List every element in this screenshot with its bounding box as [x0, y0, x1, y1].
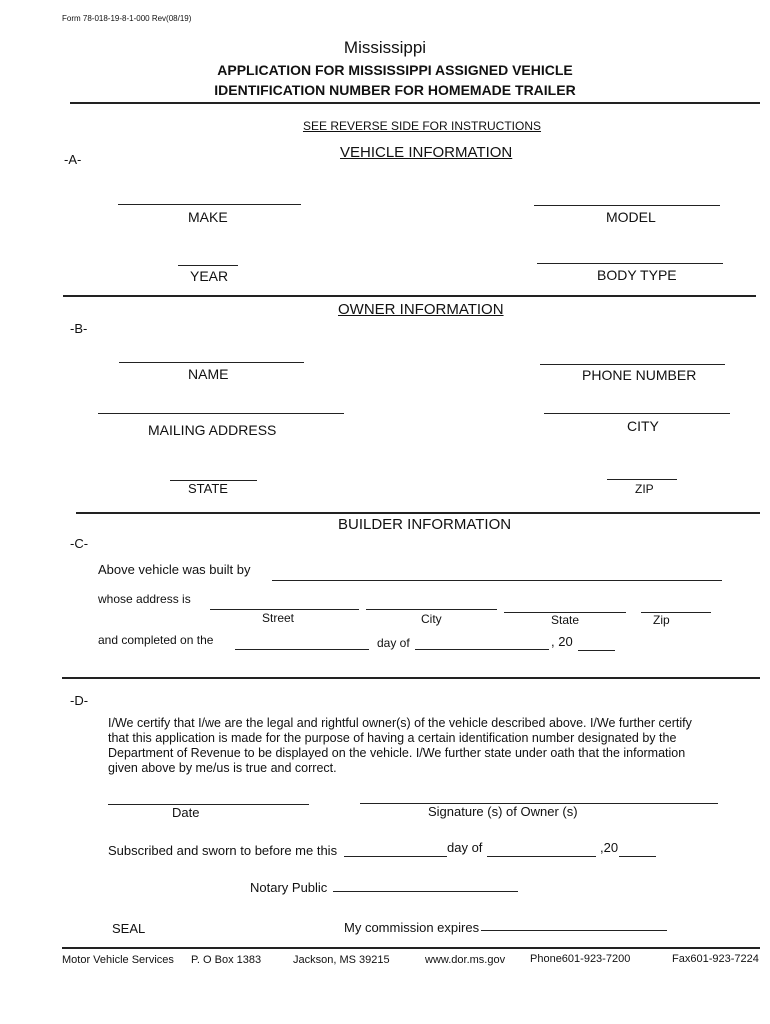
body-type-field[interactable] [537, 263, 723, 264]
section-c-rule [62, 677, 760, 679]
section-b-marker: -B- [70, 321, 88, 336]
sworn-day-field[interactable] [344, 856, 447, 857]
commission-label: My commission expires [344, 920, 480, 935]
footer-rule [62, 947, 760, 949]
date-field[interactable] [108, 804, 309, 805]
notary-label: Notary Public [250, 880, 328, 895]
c-year-prefix: , 20 [551, 634, 573, 649]
phone-field[interactable] [540, 364, 725, 365]
commission-field[interactable] [481, 930, 667, 931]
make-field[interactable] [118, 204, 301, 205]
city-label: CITY [627, 418, 659, 434]
certification-text: I/We certify that I/we are the legal and rightful owner(s) of the vehicle described above. I/We further certify that this application is made for the purpose of having a certain identification number designated by the Department of Revenue to be displayed on the vehicle. I/We further state under oath that the information given above by me/us is true and correct. [108, 716, 692, 775]
zip-label: ZIP [635, 482, 654, 496]
builder-street-field[interactable] [210, 609, 359, 610]
builder-city-field[interactable] [366, 609, 497, 610]
d-day-of-label: day of [447, 840, 483, 855]
builder-zip-field[interactable] [641, 612, 711, 613]
completed-year-field[interactable] [578, 650, 615, 651]
built-by-label: Above vehicle was built by [98, 562, 251, 577]
street-label: Street [262, 611, 295, 625]
notary-field[interactable] [333, 891, 518, 892]
d-year-prefix: ,20 [600, 840, 619, 855]
sworn-month-field[interactable] [487, 856, 596, 857]
date-label: Date [172, 805, 200, 820]
state-title: Mississippi [343, 38, 427, 57]
phone-label: PHONE NUMBER [582, 367, 697, 383]
section-a-rule [63, 295, 756, 297]
year-label: YEAR [190, 268, 229, 284]
name-field[interactable] [119, 362, 304, 363]
footer-agency: Motor Vehicle Services [62, 954, 174, 966]
footer-fax: Fax601-923-7224 [672, 953, 759, 965]
make-label: MAKE [188, 209, 228, 225]
title-line-2: IDENTIFICATION NUMBER FOR HOMEMADE TRAILER [214, 82, 576, 98]
section-b-title: OWNER INFORMATION [338, 301, 504, 318]
section-a-marker: -A- [64, 152, 82, 167]
body-type-label: BODY TYPE [597, 267, 677, 283]
mailing-address-field[interactable] [98, 413, 344, 414]
footer-city: Jackson, MS 39215 [293, 954, 390, 966]
zip-sub-label: Zip [653, 613, 670, 627]
builder-name-field[interactable] [272, 580, 722, 581]
model-label: MODEL [606, 209, 656, 225]
sworn-year-field[interactable] [619, 856, 656, 857]
city-sub-label: City [421, 612, 442, 626]
title-line-1: APPLICATION FOR MISSISSIPPI ASSIGNED VEHICLE [217, 62, 573, 78]
c-day-of-label: day of [377, 636, 410, 650]
subscribed-label: Subscribed and sworn to before me this [108, 843, 338, 858]
section-b-rule [76, 512, 760, 514]
form-number: Form 78-018-19-8-1-000 Rev(08/19) [62, 14, 192, 23]
name-label: NAME [188, 366, 229, 382]
footer-po-box: P. O Box 1383 [191, 954, 262, 966]
mailing-address-label: MAILING ADDRESS [148, 422, 277, 438]
footer-website[interactable]: www.dor.ms.gov [425, 954, 506, 966]
section-c-title: BUILDER INFORMATION [338, 516, 512, 533]
signature-label: Signature (s) of Owner (s) [428, 804, 578, 819]
seal-label: SEAL [112, 921, 146, 936]
city-field[interactable] [544, 413, 730, 414]
instructions-note: SEE REVERSE SIDE FOR INSTRUCTIONS [302, 119, 542, 133]
completed-on-label: and completed on the [98, 633, 214, 647]
state-sub-label: State [551, 613, 580, 627]
zip-field[interactable] [607, 479, 677, 480]
section-d-marker: -D- [70, 693, 89, 708]
section-a-title: VEHICLE INFORMATION [340, 144, 513, 161]
completed-day-field[interactable] [235, 649, 369, 650]
year-field[interactable] [178, 265, 238, 266]
state-label: STATE [188, 481, 228, 496]
header-rule [70, 102, 760, 104]
footer-phone: Phone601-923-7200 [530, 953, 631, 965]
section-c-marker: -C- [70, 536, 89, 551]
whose-address-label: whose address is [98, 592, 191, 606]
model-field[interactable] [534, 205, 720, 206]
completed-month-field[interactable] [415, 649, 549, 650]
